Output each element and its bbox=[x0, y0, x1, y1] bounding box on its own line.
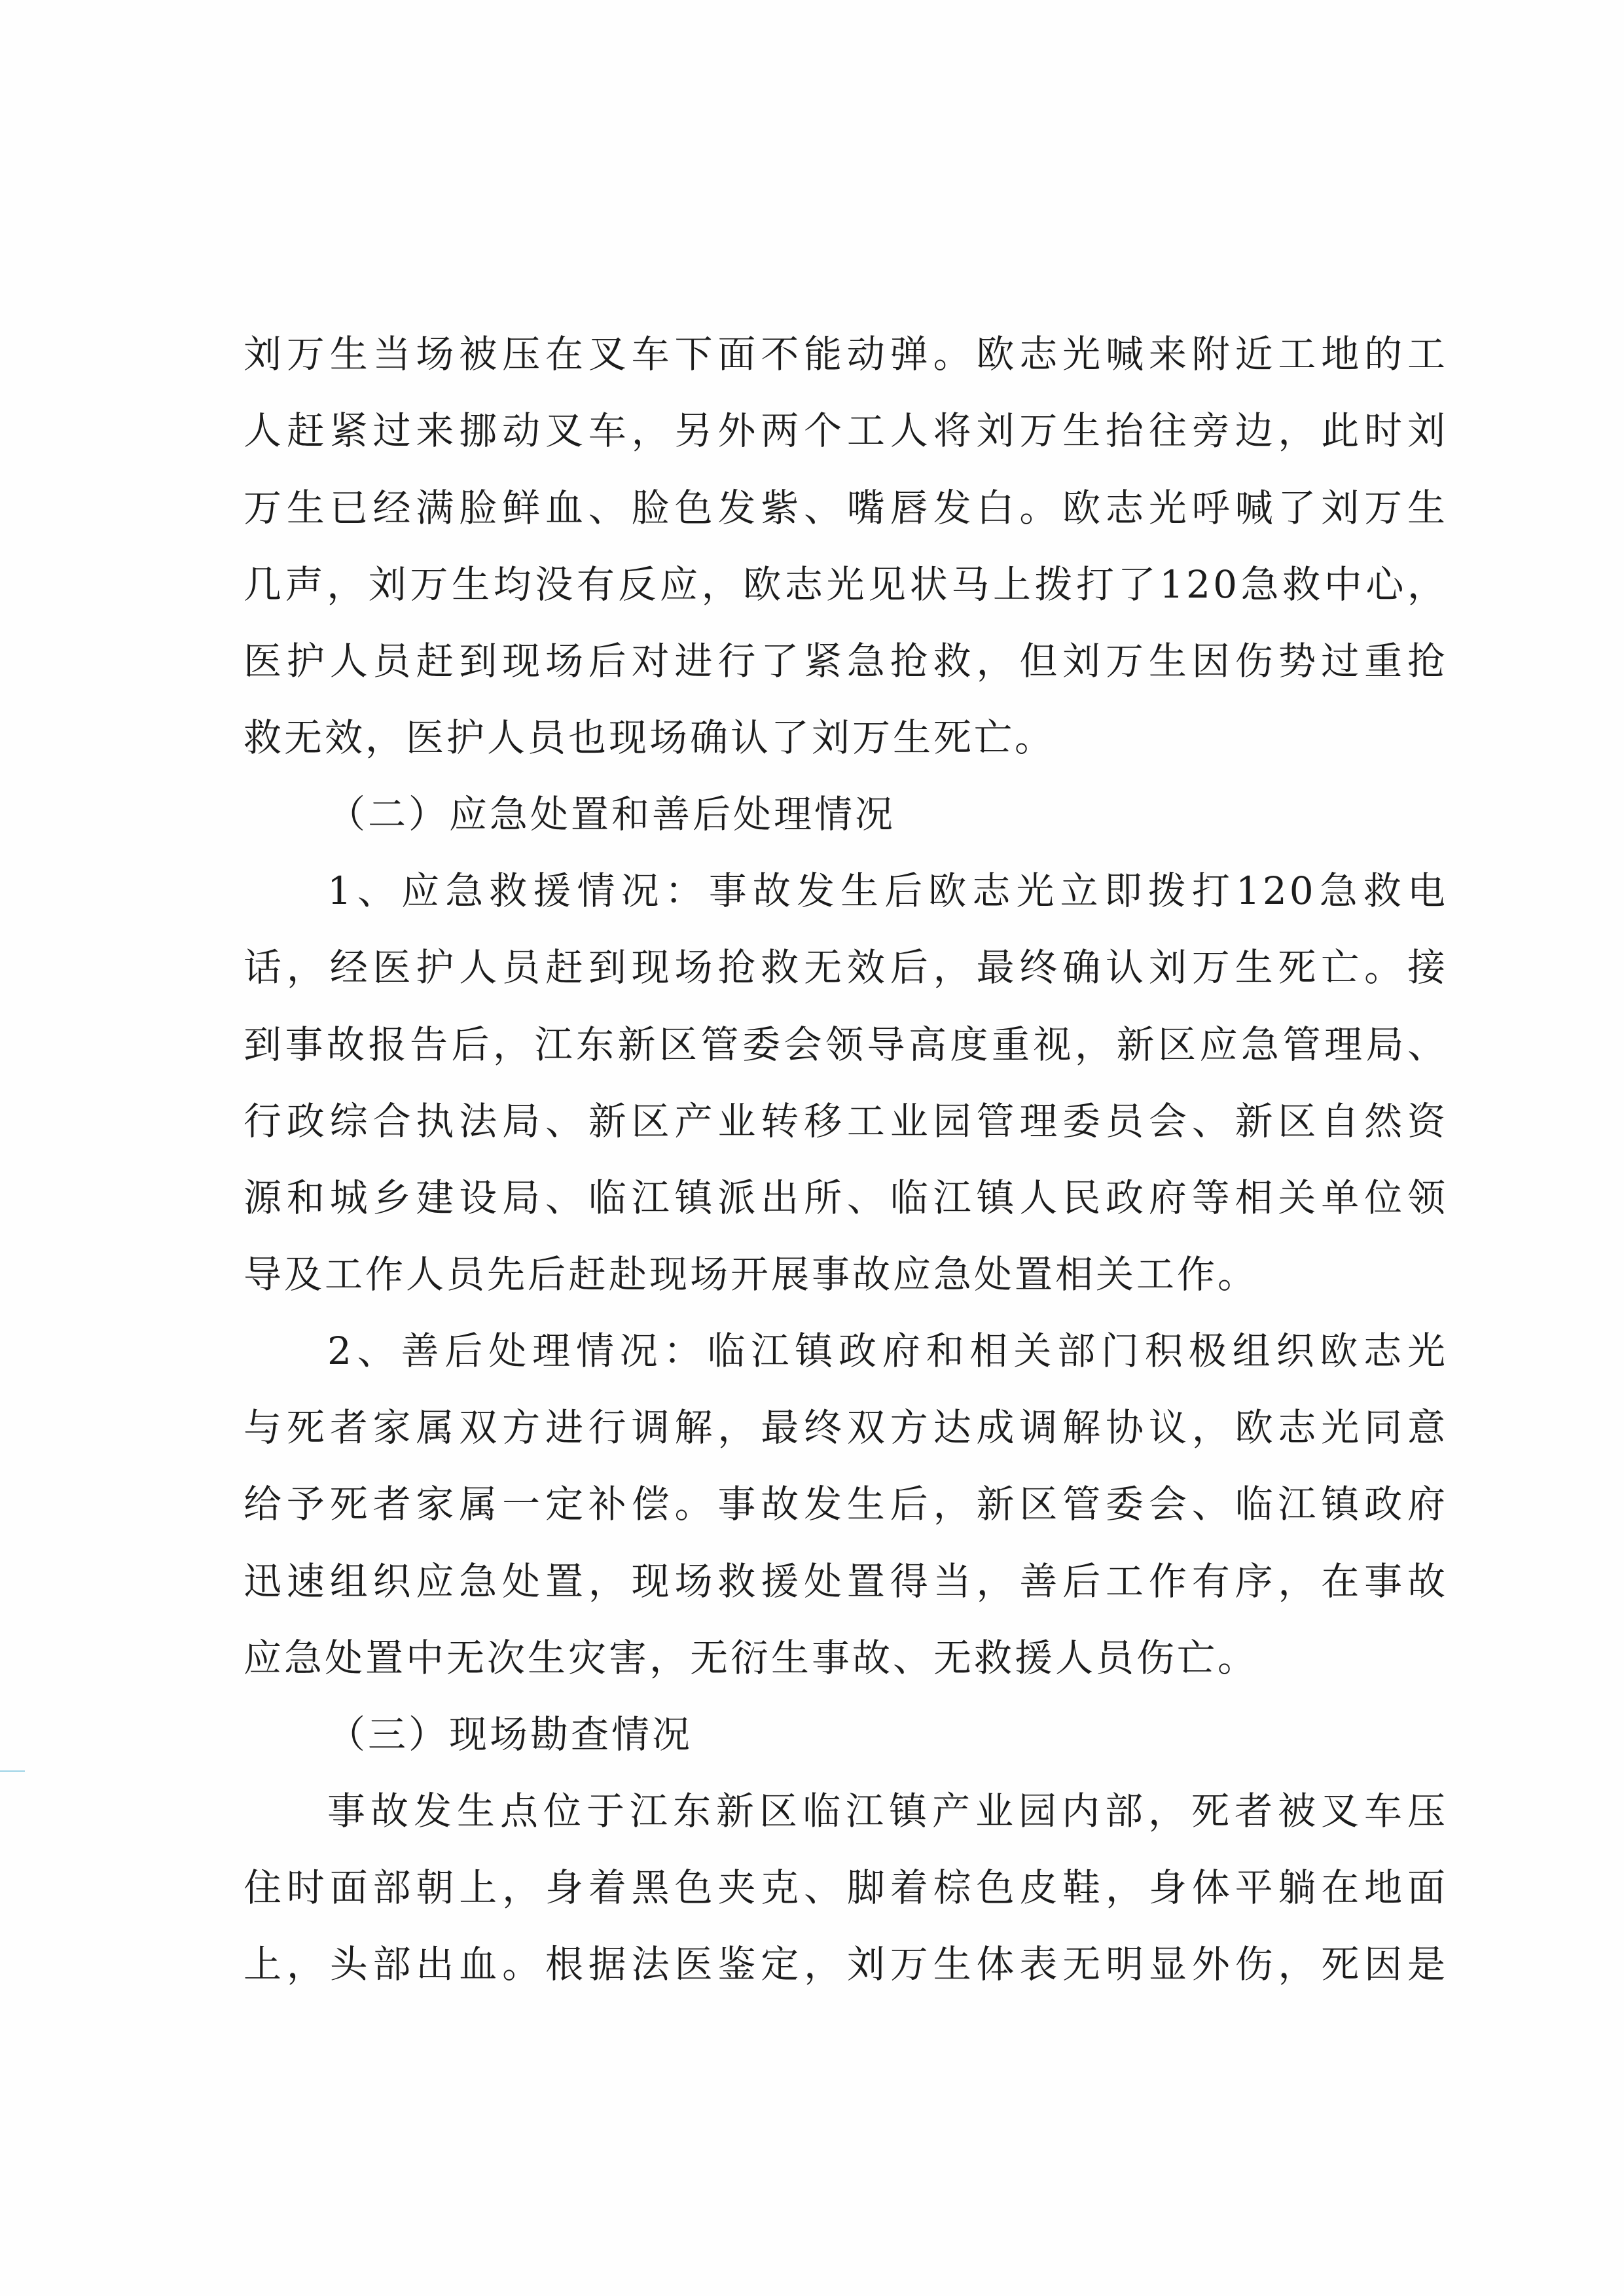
paragraph-line: 话，经医护人员赶到现场抢救无效后，最终确认刘万生死亡。接 bbox=[244, 945, 1448, 990]
paragraph-line: 1、应急救援情况：事故发生后欧志光立即拨打120急救电 bbox=[327, 869, 1448, 913]
paragraph-line: 人赶紧过来挪动叉车，另外两个工人将刘万生抬往旁边，此时刘 bbox=[244, 408, 1448, 453]
paragraph-line: 医护人员赶到现场后对进行了紧急抢救，但刘万生因伤势过重抢 bbox=[244, 639, 1448, 683]
paragraph-line: 源和城乡建设局、临江镇派出所、临江镇人民政府等相关单位领 bbox=[244, 1175, 1448, 1220]
section-heading: （三）现场勘查情况 bbox=[327, 1712, 693, 1757]
paragraph-line: 给予死者家属一定补偿。事故发生后，新区管委会、临江镇政府 bbox=[244, 1482, 1448, 1526]
paragraph-line: 上，头部出血。根据法医鉴定，刘万生体表无明显外伤，死因是 bbox=[244, 1942, 1448, 1986]
paragraph-line: 迅速组织应急处置，现场救援处置得当，善后工作有序，在事故 bbox=[244, 1559, 1448, 1604]
paragraph-line: 万生已经满脸鲜血、脸色发紫、嘴唇发白。欧志光呼喊了刘万生 bbox=[244, 486, 1448, 530]
paragraph-line: 几声，刘万生均没有反应，欧志光见状马上拨打了120急救中心， bbox=[244, 562, 1448, 607]
paragraph-line: 救无效，医护人员也现场确认了刘万生死亡。 bbox=[244, 715, 1056, 760]
section-heading: （二）应急处置和善后处理情况 bbox=[327, 792, 896, 836]
paragraph-line: 住时面部朝上，身着黑色夹克、脚着棕色皮鞋，身体平躺在地面 bbox=[244, 1865, 1448, 1910]
paragraph-line: 2、善后处理情况：临江镇政府和相关部门积极组织欧志光 bbox=[327, 1329, 1448, 1373]
paragraph-line: 导及工作人员先后赶赴现场开展事故应急处置相关工作。 bbox=[244, 1252, 1259, 1297]
paragraph-line: 与死者家属双方进行调解，最终双方达成调解协议，欧志光同意 bbox=[244, 1405, 1448, 1450]
scan-margin-mark bbox=[0, 1770, 25, 1772]
paragraph-line: 事故发生点位于江东新区临江镇产业园内部，死者被叉车压 bbox=[327, 1789, 1448, 1833]
paragraph-line: 应急处置中无次生灾害，无衍生事故、无救援人员伤亡。 bbox=[244, 1636, 1259, 1680]
paragraph-line: 到事故报告后，江东新区管委会领导高度重视，新区应急管理局、 bbox=[244, 1022, 1448, 1067]
paragraph-line: 行政综合执法局、新区产业转移工业园管理委员会、新区自然资 bbox=[244, 1099, 1448, 1143]
paragraph-line: 刘万生当场被压在叉车下面不能动弹。欧志光喊来附近工地的工 bbox=[244, 332, 1448, 376]
